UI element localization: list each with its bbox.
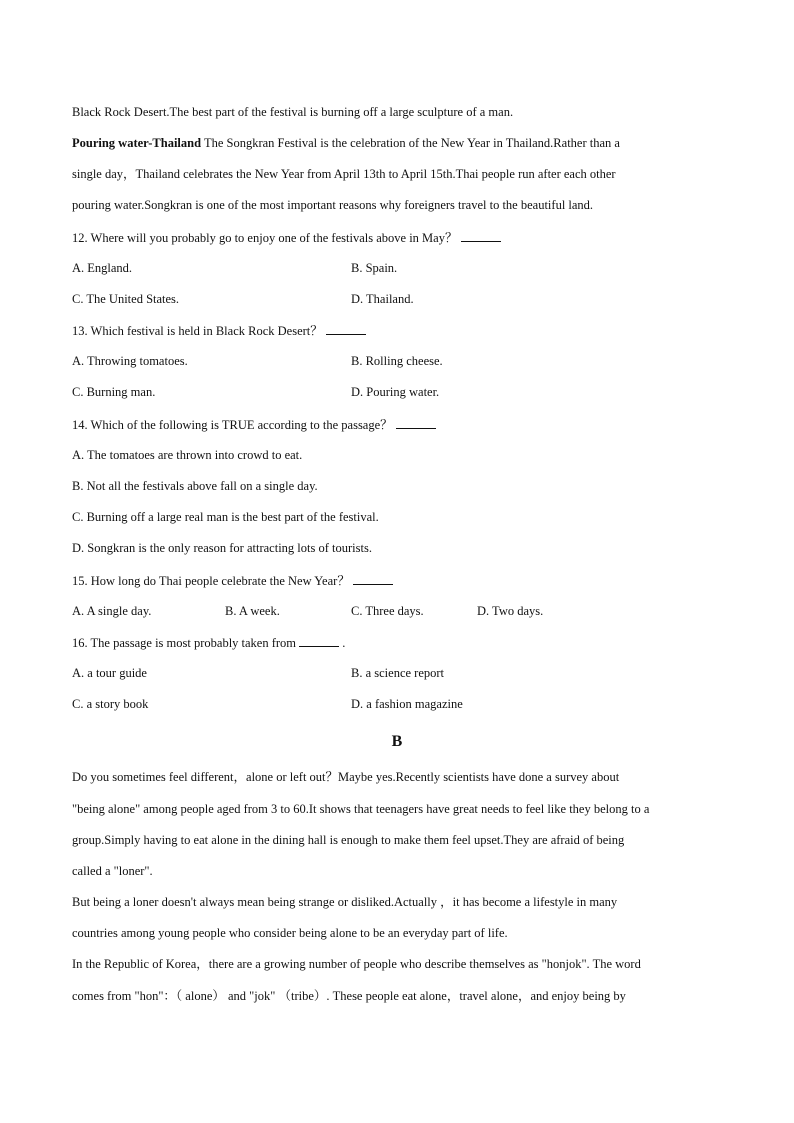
passage-a-line-3: single day，Thailand celebrates the New Year from April 13th to April 15th.Thai people run after each other <box>72 167 616 181</box>
answer-blank-14[interactable] <box>396 416 436 429</box>
question-16-stem <box>72 634 345 651</box>
section-b-heading: B <box>391 733 403 750</box>
section-b-line-2: "being alone" among people aged from 3 to 60.It shows that teenagers have great needs to feel like they belong to a <box>72 802 650 816</box>
question-13-option-b: B. Rolling cheese. <box>351 354 443 368</box>
question-14-text: 14. Which of the following is TRUE according to the passage？ <box>72 418 393 432</box>
question-16-option-d: D. a fashion magazine <box>351 697 463 711</box>
passage-a-line-4: pouring water.Songkran is one of the most important reasons why foreigners travel to the beautiful land. <box>72 198 594 212</box>
question-13-option-a: A. Throwing tomatoes. <box>72 354 188 368</box>
section-b-line-4: called a "loner". <box>72 864 153 878</box>
answer-blank-12[interactable] <box>461 229 501 242</box>
question-15-option-d: D. Two days. <box>477 604 544 618</box>
answer-blank-16[interactable] <box>299 634 339 647</box>
question-13-stem <box>72 322 366 339</box>
passage-a-line-1: Black Rock Desert.The best part of the festival is burning off a large sculpture of a man. <box>72 105 514 119</box>
question-12-option-a: A. England. <box>72 261 133 275</box>
question-12-text: 12. Where will you probably go to enjoy one of the festivals above in May？ <box>72 231 458 245</box>
question-14-option-d: D. Songkran is the only reason for attracting lots of tourists. <box>72 541 372 555</box>
question-15-stem <box>72 572 393 589</box>
section-b-line-8: comes from "hon"：（ alone） and "jok" （tribe）. These people eat alone，travel alone，and enjoy being by <box>72 989 626 1003</box>
question-12-option-c: C. The United States. <box>72 292 180 306</box>
question-13-option-d: D. Pouring water. <box>351 385 440 399</box>
question-16-text: 16. The passage is most probably taken from <box>72 636 297 650</box>
passage-a-line-2 <box>72 135 620 151</box>
question-14-option-b: B. Not all the festivals above fall on a single day. <box>72 479 318 493</box>
question-12-stem <box>72 229 501 246</box>
question-14-option-c: C. Burning off a large real man is the best part of the festival. <box>72 510 379 524</box>
question-13-option-c: C. Burning man. <box>72 385 156 399</box>
pouring-water-title: Pouring water-Thailand <box>72 136 202 150</box>
question-14-option-a: A. The tomatoes are thrown into crowd to eat. <box>72 448 303 462</box>
section-b-line-1: Do you sometimes feel different，alone or left out？Maybe yes.Recently scientists have done a survey about <box>72 770 620 784</box>
section-b-line-3: group.Simply having to eat alone in the dining hall is enough to make them feel upset.They are afraid of being <box>72 833 625 847</box>
section-b-line-7: In the Republic of Korea，there are a growing number of people who describe themselves as "honjok". The word <box>72 957 641 971</box>
answer-blank-15[interactable] <box>353 572 393 585</box>
question-16-option-b: B. a science report <box>351 666 445 680</box>
question-15-option-a: A. A single day. <box>72 604 152 618</box>
question-15-text: 15. How long do Thai people celebrate the New Year？ <box>72 574 350 588</box>
question-13-text: 13. Which festival is held in Black Rock Desert？ <box>72 324 323 338</box>
passage-a-line-2-text: The Songkran Festival is the celebration of the New Year in Thailand.Rather than a <box>201 136 620 150</box>
question-16-option-a: A. a tour guide <box>72 666 147 680</box>
question-15-option-c: C. Three days. <box>351 604 424 618</box>
answer-blank-13[interactable] <box>326 322 366 335</box>
question-14-stem <box>72 416 436 433</box>
question-16-period: . <box>342 636 346 650</box>
question-15-option-b: B. A week. <box>225 604 280 618</box>
question-12-option-b: B. Spain. <box>351 261 398 275</box>
section-b-line-6: countries among young people who consider being alone to be an everyday part of life. <box>72 926 508 940</box>
section-b-line-5: But being a loner doesn't always mean being strange or disliked.Actually ，it has become a lifestyle in many <box>72 895 618 909</box>
question-16-option-c: C. a story book <box>72 697 149 711</box>
question-12-option-d: D. Thailand. <box>351 292 414 306</box>
